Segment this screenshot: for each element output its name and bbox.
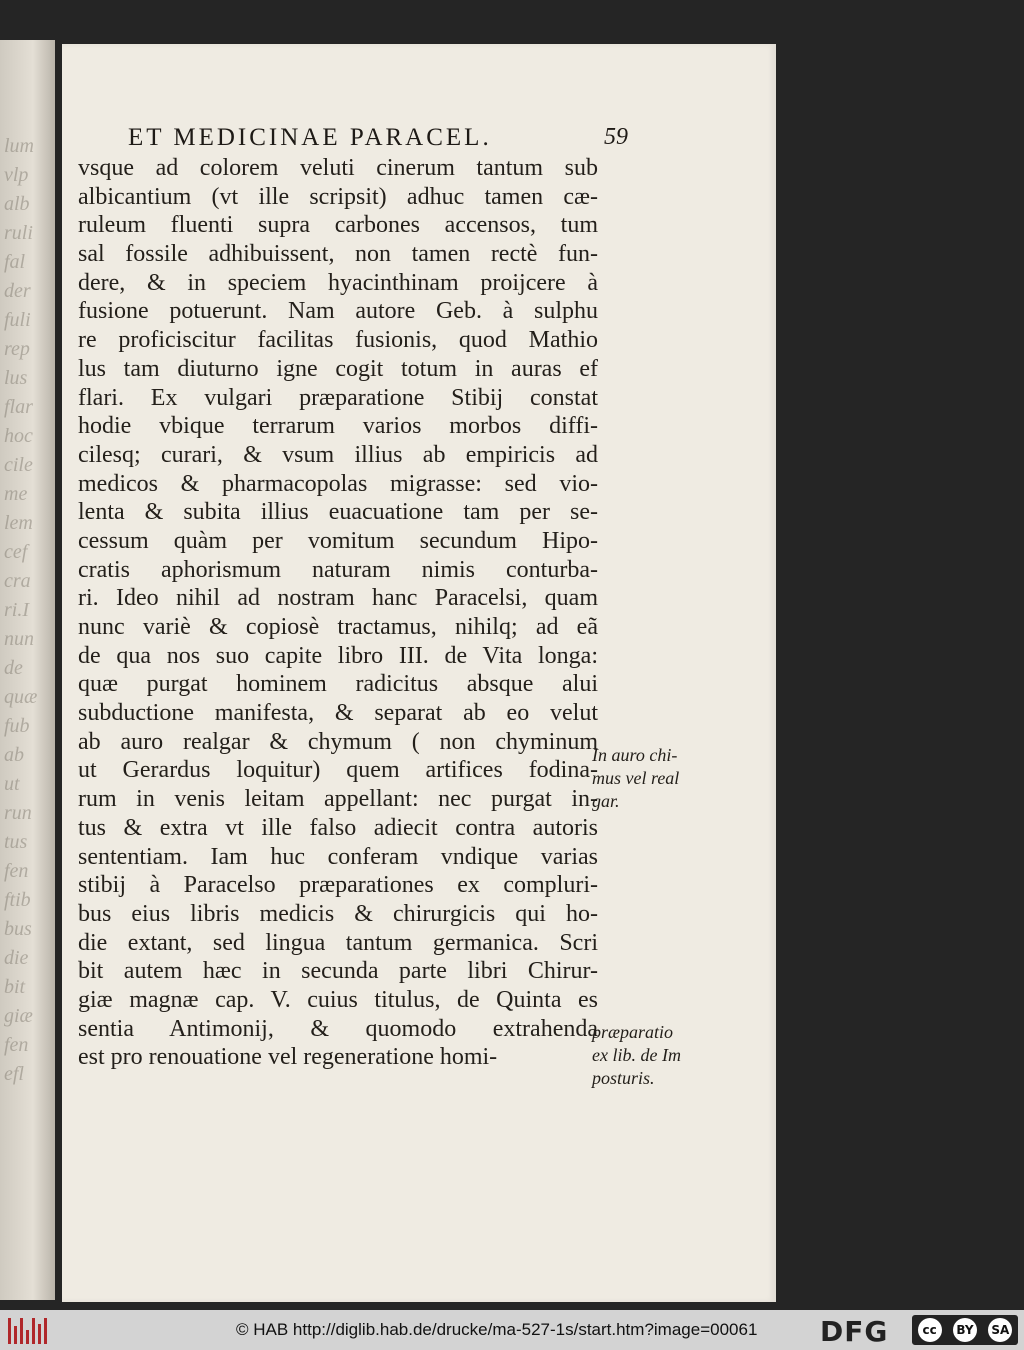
margin-note-line: gar. <box>592 791 620 811</box>
text-line: medicos & pharmacopolas migrasse: sed vio- <box>78 470 598 497</box>
text-line: cessum quàm per vomitum secundum Hipo- <box>78 527 598 554</box>
text-line: est pro renouatione vel regeneratione homi- <box>78 1044 498 1071</box>
facing-page-fragment: ab <box>4 744 24 766</box>
text-line: lenta & subita illius euacuatione tam per se- <box>78 499 598 526</box>
facing-page-fragment: run <box>4 802 32 824</box>
text-line: bit autem hæc in secunda parte libri Chirur- <box>78 958 598 985</box>
text-line: sententiam. Iam huc conferam vndique varias <box>78 843 598 870</box>
margin-note-2 <box>592 1021 722 1090</box>
facing-page-fragment: ftib <box>4 889 31 911</box>
text-line: ri. Ideo nihil ad nostram hanc Paracelsi, quam <box>78 585 598 612</box>
text-line: nunc variè & copiosè tractamus, nihilq; ad eã <box>78 614 598 640</box>
facing-page-fragment: flar <box>4 396 33 418</box>
facing-page-fragment: rep <box>4 338 30 360</box>
facing-page-fragment: vlp <box>4 164 29 186</box>
facing-page-fragment: bus <box>4 918 32 940</box>
text-line: ab auro realgar & chymum ( non chyminum <box>78 728 598 755</box>
hab-logo-icon <box>8 1318 48 1344</box>
text-line: sal fossile adhibuissent, non tamen rectè fun- <box>78 241 598 268</box>
text-line: fusione potuerunt. Nam autore Geb. à sulphu <box>78 298 598 325</box>
facing-page-fragment: ut <box>4 773 20 795</box>
body-text <box>78 154 598 1072</box>
cc-icon: cc <box>918 1318 942 1342</box>
by-icon: BY <box>953 1318 977 1342</box>
text-line: tus & extra vt ille falso adiecit contra autoris <box>78 814 598 841</box>
facing-page-edge <box>0 40 55 1300</box>
margin-note-line: posturis. <box>592 1068 655 1088</box>
text-line: de qua nos suo capite libro III. de Vita longa: <box>78 642 598 669</box>
facing-page-fragment: fen <box>4 1034 29 1056</box>
text-line: giæ magnæ cap. V. cuius titulus, de Quinta es <box>78 986 598 1013</box>
facing-page-fragment: efl <box>4 1063 24 1085</box>
facing-page-fragment: cef <box>4 541 28 563</box>
text-line: die extant, sed lingua tantum germanica. Scri <box>78 929 598 956</box>
text-line: sentia Antimonij, & quomodo extrahenda <box>78 1015 598 1042</box>
facing-page-fragment: de <box>4 657 23 679</box>
facing-page-fragment: ruli <box>4 222 33 244</box>
running-head-title: ET MEDICINAE PARACEL. <box>128 124 492 151</box>
margin-note-line: In auro chi- <box>592 745 678 765</box>
cc-license-badge[interactable] <box>912 1315 1018 1345</box>
margin-note-line: mus vel real <box>592 768 680 788</box>
text-line: quæ purgat hominem radicitus absque alui <box>78 671 598 698</box>
facing-page-fragment: me <box>4 483 28 505</box>
facing-page-fragment: nun <box>4 628 34 650</box>
facing-page-fragment: lus <box>4 367 28 389</box>
facing-page-fragment: giæ <box>4 1005 33 1027</box>
facing-page-fragment: der <box>4 280 31 302</box>
facing-page-fragment: cra <box>4 570 31 592</box>
text-line: rum in venis leitam appellant: nec purgat in- <box>78 786 598 813</box>
facing-page-fragment: fub <box>4 715 30 737</box>
text-line: flari. Ex vulgari præparatione Stibij constat <box>78 384 598 411</box>
facing-page-fragment: lem <box>4 512 33 534</box>
facing-page-fragment: ri.I <box>4 599 29 621</box>
running-head <box>128 124 628 152</box>
facing-page-fragment: die <box>4 947 29 969</box>
dfg-logo: DFG <box>820 1315 889 1348</box>
text-line: ut Gerardus loquitur) quem artifices fodina- <box>78 757 598 784</box>
facing-page-fragment: fal <box>4 251 26 273</box>
text-line: bus eius libris medicis & chirurgicis qui ho- <box>78 900 598 927</box>
text-line: re proficiscitur facilitas fusionis, quod Mathio <box>78 327 598 354</box>
facing-page-fragment: hoc <box>4 425 33 447</box>
text-line: albicantium (vt ille scripsit) adhuc tamen cæ- <box>78 183 598 210</box>
text-line: hodie vbique terrarum varios morbos diffi- <box>78 413 598 440</box>
facing-page-fragment: alb <box>4 193 30 215</box>
facing-page-fragment: fuli <box>4 309 31 331</box>
text-line: subductione manifesta, & separat ab eo velut <box>78 700 598 727</box>
text-line: vsque ad colorem veluti cinerum tantum sub <box>78 155 598 181</box>
facing-page-fragment: cile <box>4 454 33 476</box>
text-line: cratis aphorismum naturam nimis conturba- <box>78 556 598 583</box>
facing-page-fragment: bit <box>4 976 26 998</box>
text-line: stibij à Paracelso præparationes ex compluri- <box>78 872 598 899</box>
facing-page-fragment: tus <box>4 831 28 853</box>
book-page <box>62 44 776 1302</box>
text-line: dere, & in speciem hyacinthinam proijcere à <box>78 269 598 296</box>
sa-icon: SA <box>988 1318 1012 1342</box>
margin-note-line: ex lib. de Im <box>592 1045 681 1065</box>
text-line: cilesq; curari, & vsum illius ab empiricis ad <box>78 441 598 468</box>
facing-page-fragment: quæ <box>4 686 38 708</box>
copyright-link[interactable]: © HAB http://diglib.hab.de/drucke/ma-527-1s/start.htm?image=00061 <box>236 1320 758 1339</box>
margin-note-line: præparatio <box>592 1022 674 1042</box>
text-line: lus tam diuturno igne cogit totum in auras ef <box>78 355 598 382</box>
facing-page-fragment: lum <box>4 135 34 157</box>
footer-bar <box>0 1310 1024 1350</box>
facing-page-fragment: fen <box>4 860 29 882</box>
page-number: 59 <box>604 124 628 150</box>
text-line: ruleum fluenti supra carbones accensos, tum <box>78 212 598 239</box>
margin-note-1 <box>592 744 722 813</box>
